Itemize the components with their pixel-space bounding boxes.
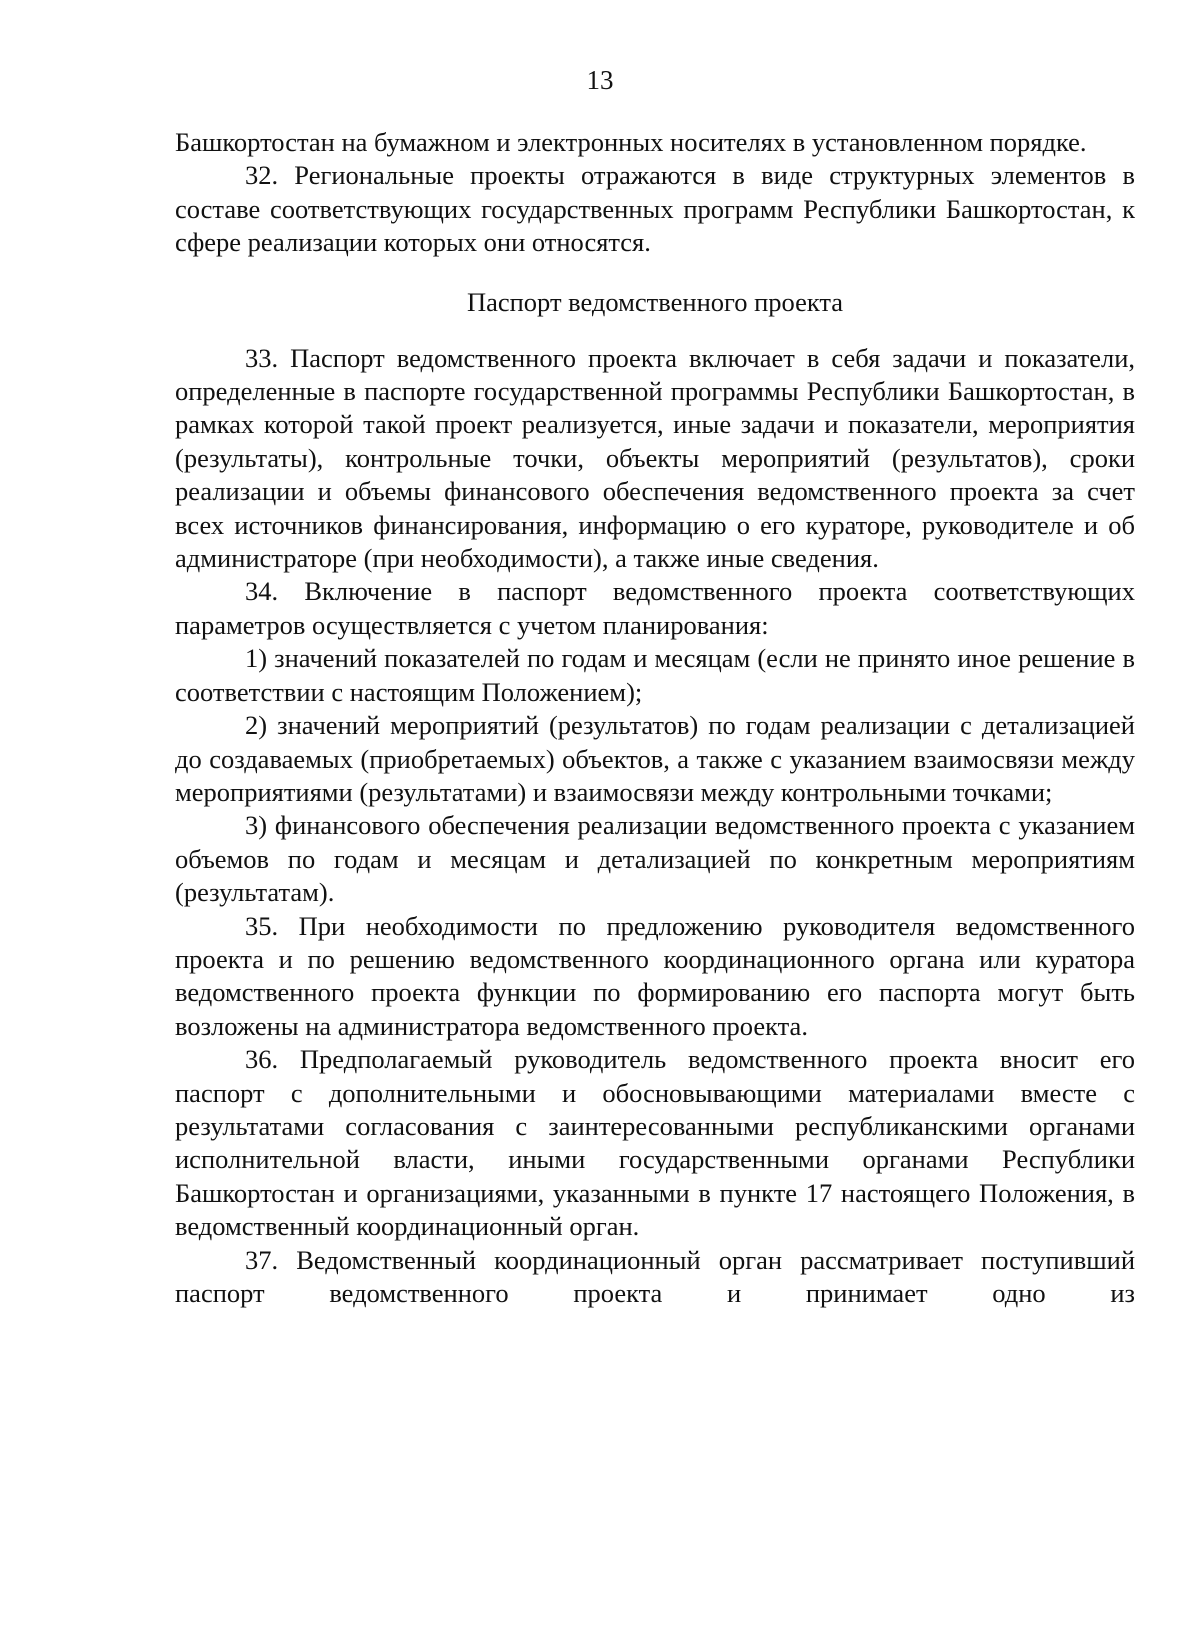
paragraph-35: 35. При необходимости по предложению руководителя ведомственного проекта и по решению ведомственного координационного органа или куратора ведомственного проекта функции по формированию его паспорта могут быть возложены на администратора ведомственного проекта. <box>175 910 1135 1041</box>
paragraph-34-item-1: 1) значений показателей по годам и месяцам (если не принято иное решение в соответствии с настоящим Положением); <box>175 643 1135 707</box>
paragraph-34: 34. Включение в паспорт ведомственного проекта соответствующих параметров осуществляется с учетом планирования: <box>175 576 1135 640</box>
section-heading: Паспорт ведомственного проекта <box>466 286 844 317</box>
paragraph-32: 32. Региональные проекты отражаются в виде структурных элементов в составе соответствующих государственных программ Республики Башкортостан, к сфере реализации которых они относятся. <box>175 160 1135 258</box>
paragraph-37: 37. Ведомственный координационный орган рассматривает поступивший паспорт ведомственного проекта и принимает одно из <box>175 1244 1135 1308</box>
paragraph-34-item-3: 3) финансового обеспечения реализации ведомственного проекта с указанием объемов по годам и месяцам и детализацией по конкретным мероприятиям (результатам). <box>175 810 1135 908</box>
paragraph-33: 33. Паспорт ведомственного проекта включает в себя задачи и показатели, определенные в паспорте государственной программы Республики Башкортостан, в рамках которой такой проект реализуется, иные задачи и показатели, мероприятия (результаты), контрольные точки, объекты мероприятий (результатов), сроки реализации и объемы финансового обеспечения ведомственного проекта за счет всех источников финансирования, информацию о его кураторе, руководителе и об администраторе (при необходимости), а также иные сведения. <box>175 342 1135 574</box>
page-number: 13 <box>586 65 614 95</box>
document-body <box>175 126 1135 1310</box>
paragraph-continuation: Башкортостан на бумажном и электронных носителях в установленном порядке. <box>175 127 1087 157</box>
paragraph-36: 36. Предполагаемый руководитель ведомственного проекта вносит его паспорт с дополнительными и обосновывающими материалами вместе с результатами согласования с заинтересованными республиканскими органами исполнительной власти, иными государственными органами Республики Башкортостан и организациями, указанными в пункте 17 настоящего Положения, в ведомственный координационный орган. <box>175 1044 1135 1242</box>
paragraph-34-item-2: 2) значений мероприятий (результатов) по годам реализации с детализацией до создаваемых (приобретаемых) объектов, а также с указанием взаимосвязи между мероприятиями (результатами) и взаимосвязи между контрольными точками; <box>175 710 1135 807</box>
